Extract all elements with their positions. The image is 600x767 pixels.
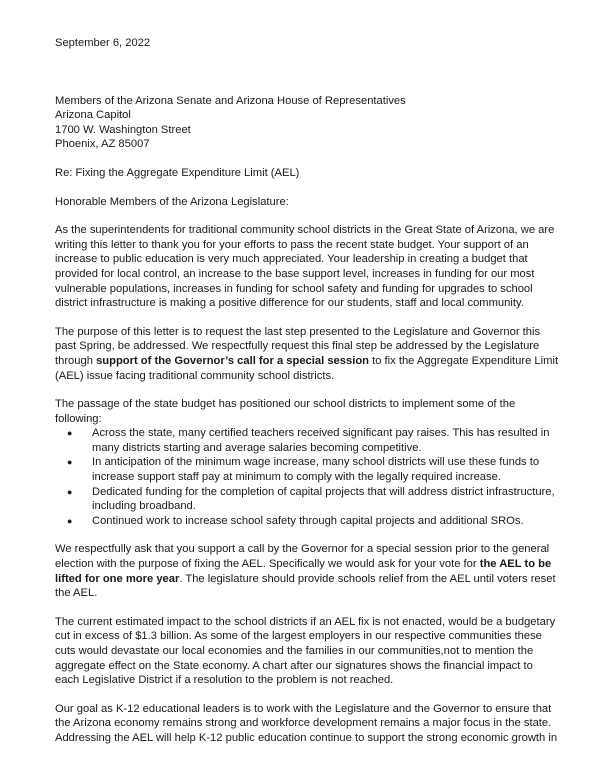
address-line: Members of the Arizona Senate and Arizona House of Representatives [55, 94, 406, 107]
list-item [55, 426, 560, 455]
bullet-icon: ● [67, 515, 73, 526]
letter-page [55, 36, 560, 746]
list-item-text: Continued work to increase school safety through capital projects and additional SROs. [92, 514, 524, 527]
text-run: to fix the Aggregate Expenditure Limit (AEL) issue facing traditional community school districts. [55, 354, 559, 382]
address-line: Phoenix, AZ 85007 [55, 138, 150, 151]
list-item [55, 455, 560, 484]
bullet-list [55, 426, 560, 528]
list-item-text: In anticipation of the minimum wage increase, many school districts will use these funds to increase support staff pay at minimum to comply with the legally required increase. [92, 456, 540, 484]
paragraph-request [55, 325, 560, 383]
list-item-text: Across the state, many certified teachers received significant pay raises. This has resulted in many districts starting and average salaries becoming competitive. [92, 427, 550, 454]
list-item [55, 485, 560, 514]
letter-date: September 6, 2022 [55, 37, 151, 49]
text-run: We respectfully ask that you support a call by the Governor for a special session prior to the general election with the purpose of fixing the AEL. Specifically we would ask for your vote for [55, 543, 550, 571]
bold-text-run: support of the Governor’s call for a special session [96, 354, 369, 367]
paragraph-thanks: As the superintendents for traditional community school districts in the Great State of Arizona, we are writing this letter to thank you for your efforts to pass the recent state budget. Your support of an increase to public education is very much appreciated. Your leadership in creating a budget that provided for local control, an increase to the base support level, increases in funding for our most vulnerable populations, increases in funding for school safety and funding for upgrades to school district infrastructure is making a positive difference for our students, staff and local community. [55, 224, 555, 310]
paragraph-goal: Our goal as K-12 educational leaders is to work with the Legislature and the Governor to ensure that the Arizona economy remains strong and workforce development remains a major focus in the state. Addressing the AEL will help K-12 public education continue to support the strong economic growth in [55, 702, 558, 744]
salutation: Honorable Members of the Arizona Legislature: [55, 195, 289, 208]
bullet-icon: ● [67, 428, 73, 439]
text-run: The purpose of this letter is to request the last step presented to the Legislature and Governor this past Spring, be addressed. We respectfully request this final step be addressed by the Legislature through [55, 325, 541, 367]
address-line: Arizona Capitol [55, 109, 131, 122]
text-run: . The legislature should provide schools relief from the AEL until voters reset the AEL. [55, 572, 556, 600]
list-item [55, 514, 560, 529]
bullet-icon: ● [67, 457, 73, 468]
paragraph-special-session [55, 542, 560, 600]
paragraph-budget-intro: The passage of the state budget has positioned our school districts to implement some of the following: [55, 398, 516, 425]
list-item-text: Dedicated funding for the completion of capital projects that will address district infrastructure, including broadband. [92, 485, 555, 513]
subject-line: Re: Fixing the Aggregate Expenditure Limit (AEL) [55, 166, 300, 179]
paragraph-impact: The current estimated impact to the school districts if an AEL fix is not enacted, would be a budgetary cut in excess of $1.3 billion. As some of the largest employers in our respective communities these cuts would devastate our local economies and the families in our communities,not to mention the aggregate effect on the State economy. A chart after our signatures shows the financial impact to each Legislative District if a resolution to the problem is not reached. [55, 615, 556, 687]
recipient-address [55, 94, 560, 152]
bold-text-run: the AEL to be lifted for one more year [55, 558, 552, 585]
address-line: 1700 W. Washington Street [55, 123, 191, 136]
bullet-icon: ● [67, 486, 73, 497]
